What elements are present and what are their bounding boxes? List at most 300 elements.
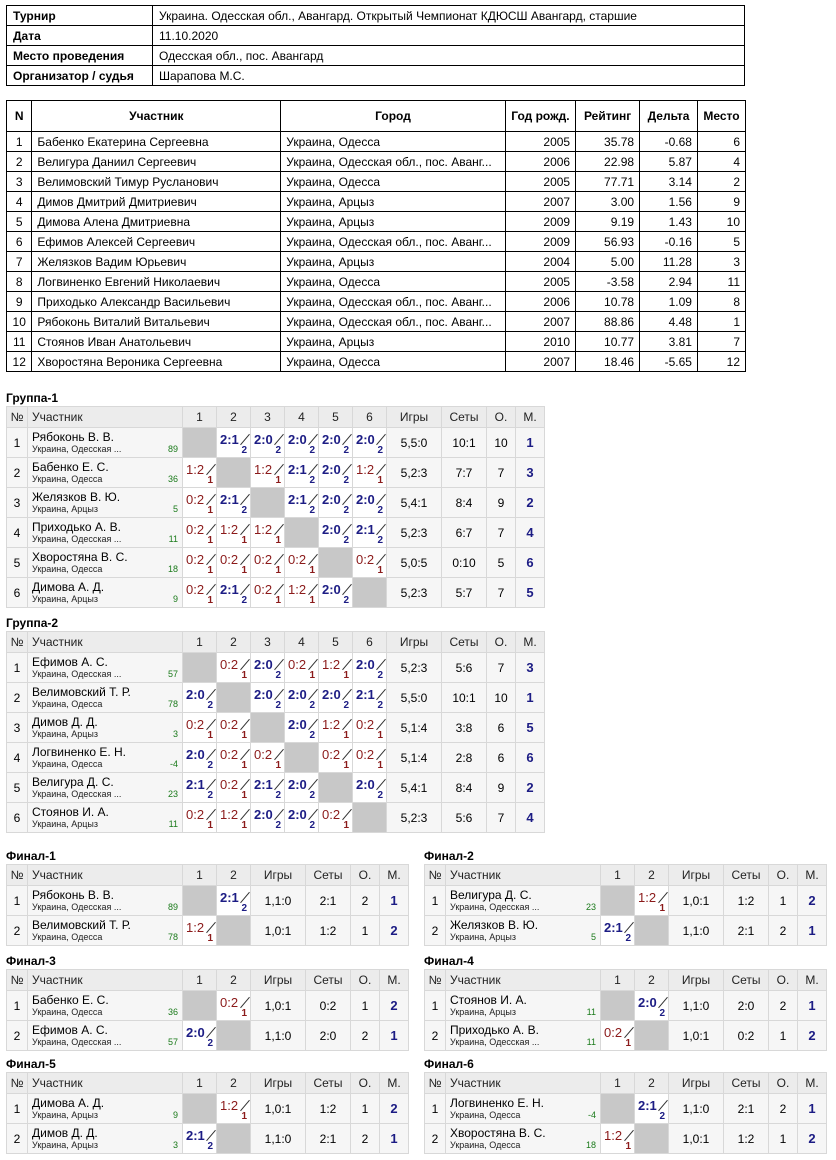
group-column-header: № — [7, 970, 28, 991]
participant-cell: 7 — [7, 252, 32, 272]
score-divider — [274, 434, 284, 445]
group-column-header: Участник — [28, 1073, 183, 1094]
match-score-cell — [353, 713, 387, 743]
points-value: 2 — [769, 916, 798, 946]
match-score: 2:0 — [288, 777, 307, 792]
match-score-cell — [319, 683, 353, 713]
group-column-header: О. — [351, 1073, 380, 1094]
place-value: 6 — [516, 743, 545, 773]
match-score-cell — [601, 1124, 635, 1154]
games-value: 1,0:1 — [669, 1021, 724, 1051]
column-header: Город — [281, 101, 505, 132]
group-column-header: О. — [769, 865, 798, 886]
sets-value: 2:1 — [306, 1124, 351, 1154]
games-value: 5,0:5 — [387, 548, 442, 578]
match-score: 2:0 — [356, 657, 375, 672]
participant-cell: 18.46 — [576, 352, 640, 372]
player-cell — [28, 578, 183, 608]
match-points: 1 — [625, 1038, 631, 1049]
match-score: 0:2 — [288, 552, 307, 567]
group-title: Финал-6 — [424, 1057, 474, 1071]
self-match-cell — [353, 803, 387, 833]
match-score-cell — [183, 1124, 217, 1154]
score-divider — [274, 749, 284, 760]
participant-cell: 2007 — [505, 192, 575, 212]
match-score-cell — [319, 458, 353, 488]
games-value: 1,1:0 — [251, 886, 306, 916]
match-score: 2:0 — [186, 747, 205, 762]
group-row — [7, 1094, 409, 1124]
group-table — [424, 864, 827, 946]
group-column-header: О. — [769, 970, 798, 991]
match-points: 1 — [275, 535, 281, 546]
player-cell — [28, 548, 183, 578]
participant-cell: Украина, Одесса — [281, 172, 505, 192]
group-table — [6, 969, 409, 1051]
player-name: Велигура Д. С. — [450, 888, 532, 902]
player-name: Ефимов А. С. — [32, 655, 108, 669]
player-name: Рябоконь В. В. — [32, 430, 114, 444]
row-number: 6 — [7, 803, 28, 833]
place-value: 3 — [516, 458, 545, 488]
match-score: 1:2 — [322, 657, 341, 672]
games-value: 1,1:0 — [669, 916, 724, 946]
row-number: 1 — [7, 991, 28, 1021]
player-city: Украина, Одесская ... — [32, 902, 122, 912]
sets-value: 2:1 — [724, 1094, 769, 1124]
player-name: Желязков В. Ю. — [32, 490, 121, 504]
match-score-cell — [183, 548, 217, 578]
player-city: Украина, Арцыз — [32, 1110, 99, 1120]
score-divider — [624, 1027, 634, 1038]
group-row — [7, 916, 409, 946]
player-name: Логвиненко Е. Н. — [32, 745, 126, 759]
group-row — [7, 743, 545, 773]
group-column-header: М. — [798, 970, 827, 991]
match-score-cell — [217, 653, 251, 683]
match-score: 0:2 — [186, 807, 205, 822]
match-score-cell — [601, 916, 635, 946]
match-points: 2 — [377, 790, 383, 801]
row-number: 2 — [7, 458, 28, 488]
match-points: 1 — [241, 1008, 247, 1019]
match-score-cell — [251, 653, 285, 683]
row-number: 1 — [425, 1094, 446, 1124]
group-column-header: 6 — [353, 407, 387, 428]
match-points: 1 — [309, 595, 315, 606]
self-match-cell — [183, 653, 217, 683]
points-value: 2 — [351, 886, 380, 916]
place-value: 2 — [516, 773, 545, 803]
match-score-cell — [217, 518, 251, 548]
group-column-header: Игры — [669, 865, 724, 886]
match-points: 1 — [241, 820, 247, 831]
match-points: 2 — [275, 790, 281, 801]
group-column-header: Сеты — [306, 970, 351, 991]
player-cell — [446, 916, 601, 946]
participant-cell: Бабенко Екатерина Сергеевна — [32, 132, 281, 152]
match-points: 1 — [625, 1141, 631, 1152]
place-value: 6 — [516, 548, 545, 578]
match-score-cell — [285, 548, 319, 578]
group-column-header: 2 — [635, 1073, 669, 1094]
row-number: 2 — [425, 1021, 446, 1051]
games-value: 1,0:1 — [251, 991, 306, 1021]
group-column-header: № — [7, 407, 28, 428]
match-score: 0:2 — [220, 552, 239, 567]
player-city: Украина, Одесса — [32, 474, 103, 484]
self-match-cell — [601, 886, 635, 916]
participant-cell: 10 — [697, 212, 745, 232]
info-key: Место проведения — [7, 46, 153, 66]
match-score-cell — [217, 991, 251, 1021]
group-column-header: 1 — [183, 865, 217, 886]
match-score-cell — [319, 653, 353, 683]
match-score-cell — [217, 773, 251, 803]
match-score-cell — [183, 743, 217, 773]
match-score-cell — [251, 683, 285, 713]
participant-cell: Украина, Одесская обл., пос. Аванг... — [281, 292, 505, 312]
player-city: Украина, Арцыз — [32, 504, 99, 514]
score-divider — [274, 779, 284, 790]
group-column-header: М. — [516, 407, 545, 428]
score-divider — [342, 434, 352, 445]
player-name: Стоянов И. А. — [32, 805, 109, 819]
group-column-header: 6 — [353, 632, 387, 653]
match-points: 1 — [207, 595, 213, 606]
match-score: 2:1 — [638, 1098, 657, 1113]
participant-cell: 6 — [7, 232, 32, 252]
participant-cell: 88.86 — [576, 312, 640, 332]
match-points: 1 — [343, 730, 349, 741]
match-points: 2 — [309, 730, 315, 741]
player-cell — [28, 743, 183, 773]
group-column-header: 2 — [635, 970, 669, 991]
participant-row — [7, 212, 746, 232]
group-column-header: М. — [380, 865, 409, 886]
match-score-cell — [319, 803, 353, 833]
participant-cell: 77.71 — [576, 172, 640, 192]
player-cell — [28, 916, 183, 946]
points-value: 7 — [487, 803, 516, 833]
games-value: 5,1:4 — [387, 743, 442, 773]
match-score-cell — [217, 886, 251, 916]
participant-row — [7, 152, 746, 172]
row-number: 2 — [7, 1021, 28, 1051]
score-divider — [274, 464, 284, 475]
participant-cell: Димова Алена Дмитриевна — [32, 212, 281, 232]
participant-cell: 8 — [7, 272, 32, 292]
group-column-header: Участник — [446, 970, 601, 991]
participant-cell: 2.94 — [640, 272, 698, 292]
participant-cell: 2 — [697, 172, 745, 192]
games-value: 5,2:3 — [387, 518, 442, 548]
score-divider — [342, 659, 352, 670]
participant-cell: 4.48 — [640, 312, 698, 332]
group-row — [7, 1021, 409, 1051]
column-header: Рейтинг — [576, 101, 640, 132]
participant-cell: Желязков Вадим Юрьевич — [32, 252, 281, 272]
match-points: 1 — [241, 760, 247, 771]
player-name: Приходько А. В. — [32, 520, 121, 534]
match-score-cell — [251, 773, 285, 803]
score-divider — [240, 997, 250, 1008]
place-value: 4 — [516, 518, 545, 548]
participant-cell: 2006 — [505, 152, 575, 172]
info-key: Организатор / судья — [7, 66, 153, 86]
place-value: 2 — [380, 1094, 409, 1124]
match-score-cell — [251, 428, 285, 458]
player-cell — [446, 1124, 601, 1154]
match-points: 2 — [377, 535, 383, 546]
group-table — [6, 406, 545, 608]
participant-row — [7, 292, 746, 312]
match-score: 2:0 — [254, 657, 273, 672]
match-score-cell — [251, 548, 285, 578]
score-divider — [206, 494, 216, 505]
match-score: 1:2 — [322, 717, 341, 732]
place-value: 1 — [798, 916, 827, 946]
match-score: 2:0 — [356, 777, 375, 792]
player-city: Украина, Одесская ... — [32, 1037, 122, 1047]
group-column-header: 2 — [217, 970, 251, 991]
match-score-cell — [183, 518, 217, 548]
group-column-header: 1 — [601, 1073, 635, 1094]
place-value: 1 — [798, 991, 827, 1021]
match-score: 0:2 — [322, 807, 341, 822]
participant-cell: Рябоконь Виталий Витальевич — [32, 312, 281, 332]
participant-cell: -3.58 — [576, 272, 640, 292]
player-name: Ефимов А. С. — [32, 1023, 108, 1037]
match-score: 2:0 — [288, 807, 307, 822]
match-score-cell — [319, 713, 353, 743]
group-column-header: М. — [380, 970, 409, 991]
match-score-cell — [217, 548, 251, 578]
points-value: 9 — [487, 488, 516, 518]
group-column-header: Сеты — [724, 1073, 769, 1094]
match-score-cell — [183, 578, 217, 608]
participant-cell: 3 — [697, 252, 745, 272]
player-cell — [28, 1094, 183, 1124]
group-title: Финал-1 — [6, 849, 56, 863]
match-points: 2 — [377, 445, 383, 456]
player-city: Украина, Одесса — [32, 564, 103, 574]
score-divider — [240, 719, 250, 730]
match-score-cell — [319, 428, 353, 458]
group-title: Финал-3 — [6, 954, 56, 968]
participant-cell: 5 — [697, 232, 745, 252]
match-score-cell — [183, 713, 217, 743]
player-rating: 57 — [167, 1037, 178, 1047]
match-score-cell — [635, 886, 669, 916]
match-score: 1:2 — [356, 462, 375, 477]
match-score: 2:0 — [322, 582, 341, 597]
self-match-cell — [635, 1124, 669, 1154]
group-column-header: № — [425, 1073, 446, 1094]
match-score: 0:2 — [356, 747, 375, 762]
match-score: 2:0 — [356, 432, 375, 447]
group-row — [425, 886, 827, 916]
score-divider — [376, 434, 386, 445]
match-points: 1 — [377, 760, 383, 771]
match-score-cell — [353, 488, 387, 518]
sets-value: 2:1 — [724, 916, 769, 946]
score-divider — [658, 1100, 668, 1111]
participant-cell: Украина, Одесса — [281, 132, 505, 152]
match-points: 1 — [275, 595, 281, 606]
match-points: 2 — [309, 700, 315, 711]
match-score-cell — [251, 743, 285, 773]
tournament-info-table — [6, 5, 745, 86]
sets-value: 1:2 — [306, 1094, 351, 1124]
participant-cell: 5 — [7, 212, 32, 232]
participant-cell: 5.00 — [576, 252, 640, 272]
participant-cell: Украина, Одесса — [281, 272, 505, 292]
match-points: 2 — [241, 903, 247, 914]
player-cell — [28, 1124, 183, 1154]
participant-cell: 2005 — [505, 132, 575, 152]
player-cell — [28, 428, 183, 458]
group-table — [424, 969, 827, 1051]
match-score-cell — [217, 1094, 251, 1124]
points-value: 1 — [769, 886, 798, 916]
group-column-header: Участник — [28, 632, 183, 653]
player-city: Украина, Арцыз — [32, 594, 99, 604]
group-row — [7, 886, 409, 916]
sets-value: 5:6 — [442, 653, 487, 683]
group-title: Финал-5 — [6, 1057, 56, 1071]
player-rating: 23 — [585, 902, 596, 912]
sets-value: 1:2 — [724, 886, 769, 916]
group-row — [425, 916, 827, 946]
points-value: 2 — [351, 1021, 380, 1051]
player-cell — [28, 518, 183, 548]
score-divider — [376, 689, 386, 700]
score-divider — [342, 494, 352, 505]
player-cell — [446, 991, 601, 1021]
place-value: 2 — [798, 886, 827, 916]
group-column-header: 5 — [319, 632, 353, 653]
group-row — [425, 1021, 827, 1051]
participant-cell: Украина, Арцыз — [281, 332, 505, 352]
match-score: 2:1 — [288, 462, 307, 477]
match-score-cell — [601, 1021, 635, 1051]
player-rating: 11 — [586, 1037, 596, 1047]
match-score: 2:0 — [288, 687, 307, 702]
participants-header — [7, 101, 746, 132]
group-header-row — [7, 865, 409, 886]
games-value: 5,2:3 — [387, 653, 442, 683]
place-value: 1 — [798, 1094, 827, 1124]
group-column-header: О. — [487, 407, 516, 428]
participant-cell: 2005 — [505, 272, 575, 292]
sets-value: 0:2 — [724, 1021, 769, 1051]
match-score: 0:2 — [186, 552, 205, 567]
group-header-row — [7, 970, 409, 991]
group-column-header: Сеты — [306, 865, 351, 886]
participant-cell: Велигура Даниил Сергеевич — [32, 152, 281, 172]
match-points: 2 — [343, 535, 349, 546]
match-score: 2:0 — [288, 432, 307, 447]
match-score-cell — [217, 488, 251, 518]
match-score: 2:1 — [254, 777, 273, 792]
match-points: 2 — [377, 505, 383, 516]
score-divider — [342, 584, 352, 595]
group-column-header: М. — [798, 1073, 827, 1094]
self-match-cell — [285, 518, 319, 548]
match-score-cell — [217, 803, 251, 833]
player-name: Логвиненко Е. Н. — [450, 1096, 544, 1110]
group-column-header: Игры — [251, 1073, 306, 1094]
group-row — [7, 518, 545, 548]
score-divider — [308, 779, 318, 790]
match-points: 2 — [343, 475, 349, 486]
group-column-header: 2 — [217, 407, 251, 428]
player-city: Украина, Арцыз — [450, 1007, 517, 1017]
score-divider — [240, 494, 250, 505]
participant-cell: 56.93 — [576, 232, 640, 252]
group-row — [7, 578, 545, 608]
match-score: 0:2 — [254, 747, 273, 762]
group-row — [425, 991, 827, 1021]
participant-cell: 1 — [7, 132, 32, 152]
participant-row — [7, 252, 746, 272]
participant-cell: 2006 — [505, 292, 575, 312]
games-value: 1,0:1 — [251, 916, 306, 946]
participant-cell: 2009 — [505, 232, 575, 252]
match-points: 1 — [207, 820, 213, 831]
match-score: 0:2 — [288, 657, 307, 672]
player-city: Украина, Арцыз — [32, 729, 99, 739]
match-points: 2 — [343, 700, 349, 711]
group-table — [6, 864, 409, 946]
place-value: 2 — [380, 991, 409, 1021]
score-divider — [658, 997, 668, 1008]
participant-cell: Димов Дмитрий Дмитриевич — [32, 192, 281, 212]
group-column-header: О. — [769, 1073, 798, 1094]
participant-row — [7, 132, 746, 152]
group-column-header: 1 — [183, 1073, 217, 1094]
match-points: 1 — [207, 475, 213, 486]
participant-cell: Логвиненко Евгений Николаевич — [32, 272, 281, 292]
score-divider — [206, 779, 216, 790]
column-header: Год рожд. — [505, 101, 575, 132]
match-points: 2 — [275, 445, 281, 456]
info-row — [7, 46, 745, 66]
group-row — [425, 1094, 827, 1124]
group-header-row — [7, 1073, 409, 1094]
player-rating: 57 — [167, 669, 178, 679]
self-match-cell — [319, 548, 353, 578]
group-header-row — [425, 865, 827, 886]
place-value: 1 — [380, 1021, 409, 1051]
player-rating: 36 — [167, 474, 178, 484]
match-score-cell — [217, 578, 251, 608]
self-match-cell — [601, 1094, 635, 1124]
match-score-cell — [285, 653, 319, 683]
match-score-cell — [217, 713, 251, 743]
participant-cell: 3.00 — [576, 192, 640, 212]
match-points: 1 — [241, 730, 247, 741]
match-score-cell — [353, 773, 387, 803]
self-match-cell — [217, 458, 251, 488]
row-number: 4 — [7, 743, 28, 773]
score-divider — [206, 554, 216, 565]
games-value: 5,2:3 — [387, 458, 442, 488]
participant-cell: 11.28 — [640, 252, 698, 272]
match-points: 2 — [377, 700, 383, 711]
participant-cell: Велимовский Тимур Русланович — [32, 172, 281, 192]
